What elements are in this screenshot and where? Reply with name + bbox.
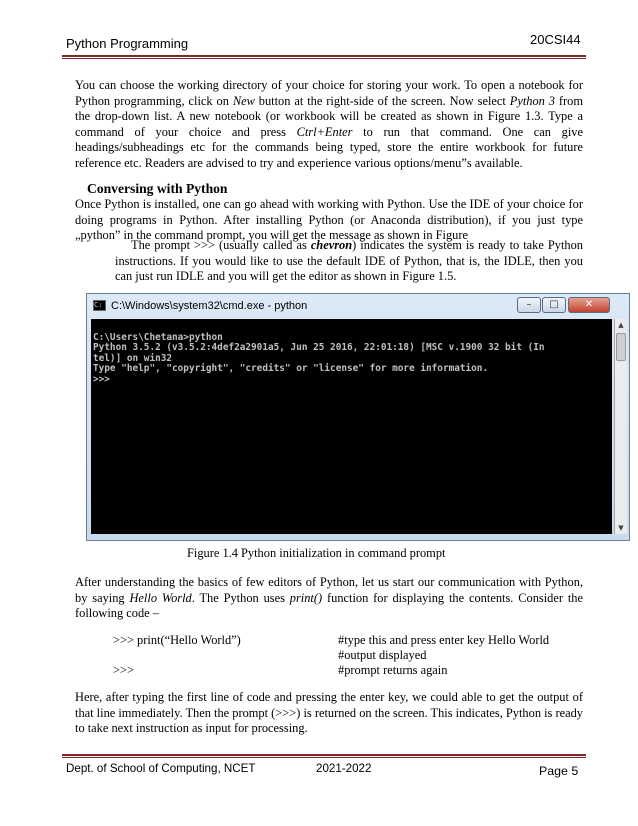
console-line: Python 3.5.2 (v3.5.2:4def2a2901a5, Jun 25 2016, 22:01:18) [MSC v.1900 32 bit (In	[93, 342, 545, 354]
console-line: >>>	[93, 373, 110, 385]
para3-text-2: ) indicates the system is ready to take Python instructions. If you would like to use the default IDE of Python, that is, the IDLE, then you can just run IDLE and you will get the editor as shown in Figure 1.5.	[115, 238, 583, 284]
footer-rule-thin	[62, 757, 586, 758]
console-output[interactable]	[91, 319, 612, 534]
maximize-button[interactable]: □	[542, 297, 566, 313]
vertical-scrollbar[interactable]	[614, 319, 627, 534]
para1-text-4: to run that command. One can give headings/subheadings etc for the commands being typed, store the entire workbook for future reference etc. Readers are advised to try and experience various options/menu”s available.	[75, 124, 584, 170]
paragraph-explanation: Here, after typing the first line of code and pressing the enter key, we could able to get the output of that line immediately. Then the prompt (>>>) is returned on the screen. This indicates, Python is ready to take next instruction as input for processing.	[75, 690, 583, 736]
code-comment-type: #type this and press enter key Hello World	[338, 633, 550, 647]
paragraph-notebook	[75, 78, 583, 172]
footer-department: Dept. of School of Computing, NCET	[66, 762, 256, 775]
code-line-print: >>> print(“Hello World”)	[113, 633, 241, 647]
section-heading: Conversing with Python	[87, 181, 228, 196]
console-line: C:\Users\Chetana>python	[93, 331, 223, 343]
para1-text-2: button at the right-side of the screen. Now select	[254, 93, 510, 108]
scroll-down-icon[interactable]: ▼	[618, 524, 624, 532]
console-line: tel)] on win32	[93, 352, 173, 364]
para1-ctrl-enter: Ctrl+Enter	[296, 124, 353, 139]
header-course-code: 20CSI44	[530, 32, 581, 47]
para1-new: New	[232, 93, 255, 108]
footer-year: 2021-2022	[316, 762, 372, 775]
paragraph-prompt	[115, 238, 583, 285]
hello-world-term: Hello World	[129, 590, 192, 605]
footer-page-number: Page 5	[539, 764, 579, 778]
code-line-prompt: >>>	[113, 663, 134, 677]
header-rule-thin	[62, 58, 586, 59]
window-title: C:\Windows\system32\cmd.exe - python	[111, 300, 308, 312]
code-comment-prompt: #prompt returns again	[338, 663, 448, 677]
cmd-icon: C:	[93, 300, 106, 311]
close-button[interactable]: ✕	[568, 297, 610, 313]
header-rule	[62, 55, 586, 57]
chevron-term: chevron	[310, 238, 353, 252]
figure-caption: Figure 1.4 Python initialization in command prompt	[187, 546, 446, 560]
para3-text-1: The prompt >>> (usually called as	[131, 238, 311, 252]
footer-rule	[62, 754, 586, 756]
minimize-button[interactable]: –	[517, 297, 541, 313]
code-comment-output: #output displayed	[338, 648, 427, 662]
console-line: Type "help", "copyright", "credits" or "license" for more information.	[93, 363, 489, 375]
para1-text-3: from the drop-down list. A new notebook (or workbook will be created as shown in Figure 1.3. Type a command of your choice and press	[75, 93, 583, 139]
para1-python3: Python 3	[509, 93, 555, 108]
para1-text-1: You can choose the working directory of your choice for storing your work. To open a notebook for Python programming, click on	[75, 78, 583, 108]
paragraph-conversing: Once Python is installed, one can go ahead with working with Python. Use the IDE of your choice for doing programs in Python. After installing Python (or Anaconda distribution), if you just type „python” in the command prompt, you will get the message as shown in Figure	[75, 197, 583, 243]
para4-text-3: function for displaying the contents. Consider the following code –	[75, 590, 583, 621]
para4-text-2: . The Python uses	[191, 590, 290, 605]
print-term: print()	[289, 590, 323, 605]
scrollbar-thumb[interactable]	[616, 333, 626, 361]
header-title: Python Programming	[66, 36, 189, 51]
scroll-up-icon[interactable]: ▲	[618, 321, 624, 329]
cmd-window-screenshot	[86, 293, 630, 541]
para4-text-1: After understanding the basics of few editors of Python, let us start our communication with Python, by saying	[75, 575, 583, 605]
paragraph-hello-world	[75, 575, 583, 622]
